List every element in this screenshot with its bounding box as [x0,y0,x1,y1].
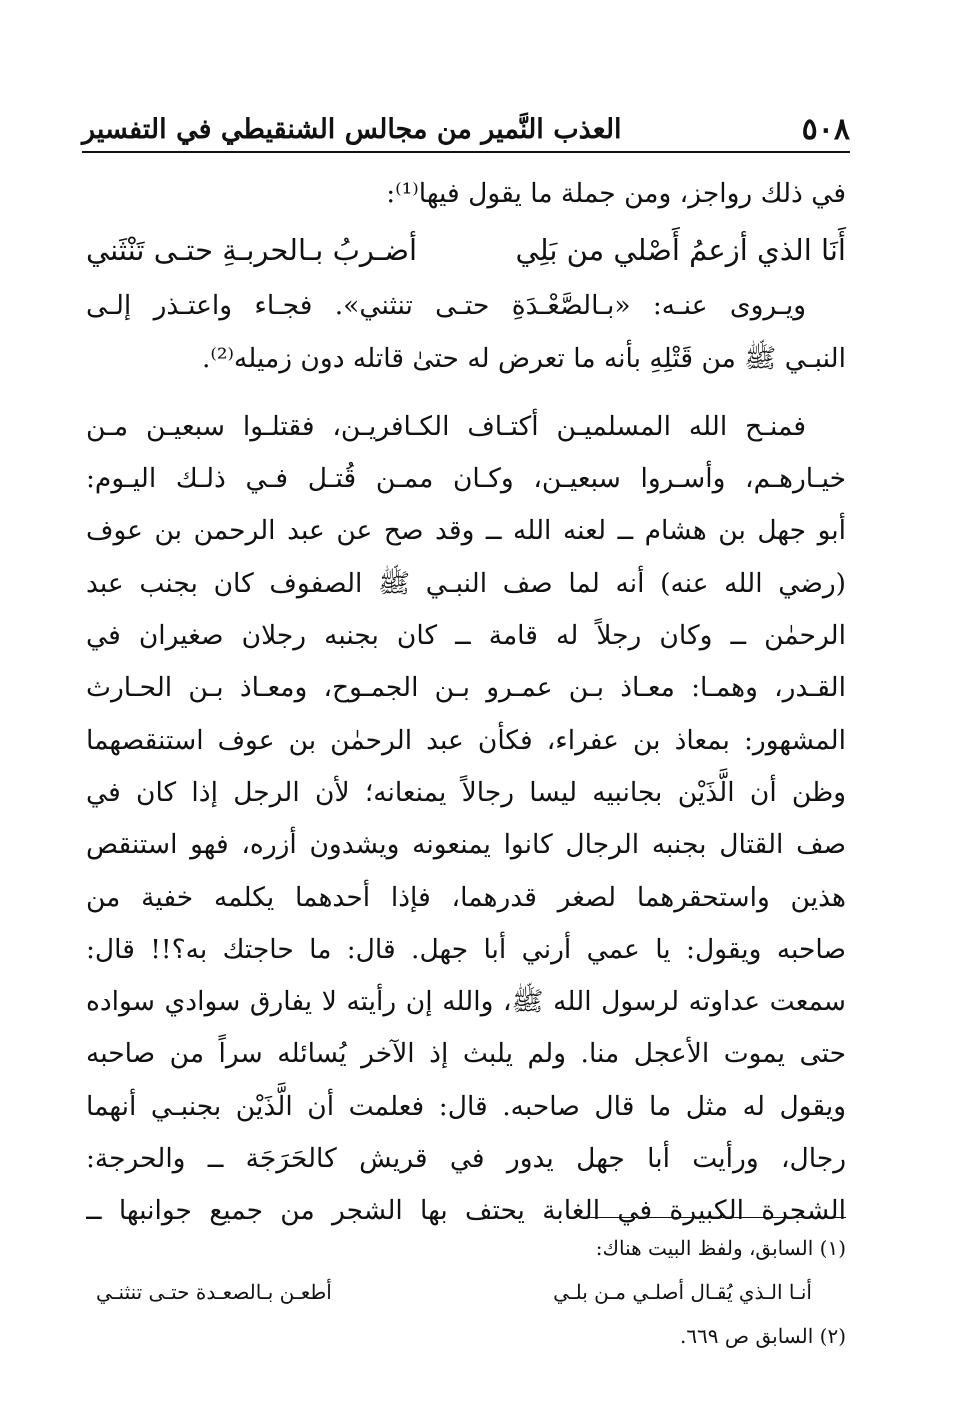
footnote-rule [582,1217,846,1218]
text-line: وظن أن الَّذَيْن بجانبيه ليسا رجالاً يمنعانه؛ لأن الرجل إذا كان في [86,776,846,808]
footnote-verse-first: أنـا الـذي يُقـال أصلـي مـن بلـي [553,1280,812,1304]
text-line: سمعت عداوته لرسول الله ﷺ، والله إن رأيته لا يفارق سوادي سواده [86,986,846,1018]
footnote-1: (١) السابق، ولفظ البيت هناك: [595,1236,846,1260]
text-line: المشهور: بمعاذ بن عفراء، فكأن عبد الرحمٰن بن عوف استنقصهما [86,724,846,756]
page-number: ٥٠٨ [801,112,850,147]
text-line: ويـروى عنـه: «بـالصَّعْـدَةِ حتـى تنثني». فجـاء واعتـذر إلـى [86,290,806,322]
text-line: الرحمٰن ــ وكان رجلاً له قامة ــ كان بجنبه رجلان صغيران في [86,620,846,652]
text-line: (رضي الله عنه) أنه لما صف النبـي ﷺ الصفوف كان بجنب عبد [86,567,846,599]
poetry-verse [86,220,846,280]
paragraph-2 [86,401,846,1238]
text-line: الشجرة الكبيرة في الغابة يحتف بها الشجر من جميع جوانبها ــ [86,1195,846,1227]
footnote-verse-second: أطعـن بـالصعـدة حتـى تنثنـي [96,1280,332,1304]
text-line: رجال، ورأيت أبا جهل يدور في قريش كالحَرَجَة ــ والحرجة: [86,1143,846,1175]
text-line: حتى يموت الأعجل منا. ولم يلبث إذ الآخر يُسائله سراً من صاحبه [86,1038,846,1070]
main-text [86,168,846,1238]
text-line: هذين واستحقرهما لصغر قدرهما، فإذا أحدهما يكلمه خفية من [86,881,846,913]
paragraph-gap [86,385,846,401]
footnotes [96,1226,846,1358]
intro-line: في ذلك رواجز، ومن جملة ما يقول فيها⁽¹⁾: [386,178,846,209]
verse-first-hemistich: أَنَا الذي أزعمُ أَصْلي من بَلِي [515,233,846,268]
text-line: فمنـح الله المسلميـن أكتـاف الكـافريـن، فقتلـوا سبعيـن مـن [86,410,806,442]
footnote-1-verse [96,1270,846,1314]
footnote-2: (٢) السابق ص ٦٦٩. [679,1324,846,1348]
text-line: ويقول له مثل ما قال صاحبه. قال: فعلمت أن الَّذَيْن بجنبـي أنهما [86,1090,846,1122]
text-line: أبو جهل بن هشام ــ لعنه الله ــ وقد صح عن عبد الرحمن بن عوف [86,515,846,547]
running-title: العذب النَّمير من مجالس الشنقيطي في التفسير [82,114,622,145]
page-header [82,104,850,150]
text-line: القـدر، وهمـا: معـاذ بـن عمـرو بـن الجمـوح، ومعـاذ بـن الحـارث [86,672,846,704]
paragraph-1 [86,280,846,385]
verse-second-hemistich: أضـربُ بـالحربـةِ حتـى تَنْثَني [86,233,418,268]
text-line: النبـي ﷺ من قَتْلِهِ بأنه ما تعرض له حتىٰ قاتله دون زميله⁽²⁾. [201,342,846,374]
text-line: صف القتال بجنبه الرجال كانوا يمنعونه ويشدون أزره، فهو استنقص [86,829,846,861]
header-rule [82,151,850,153]
text-line: صاحبه ويقول: يا عمي أرني أبا جهل. قال: ما حاجتك به؟!! قال: [86,933,846,965]
text-line: خيـارهـم، وأسـروا سبعيـن، وكـان ممـن قُتـل فـي ذلـك اليـوم: [86,463,846,495]
